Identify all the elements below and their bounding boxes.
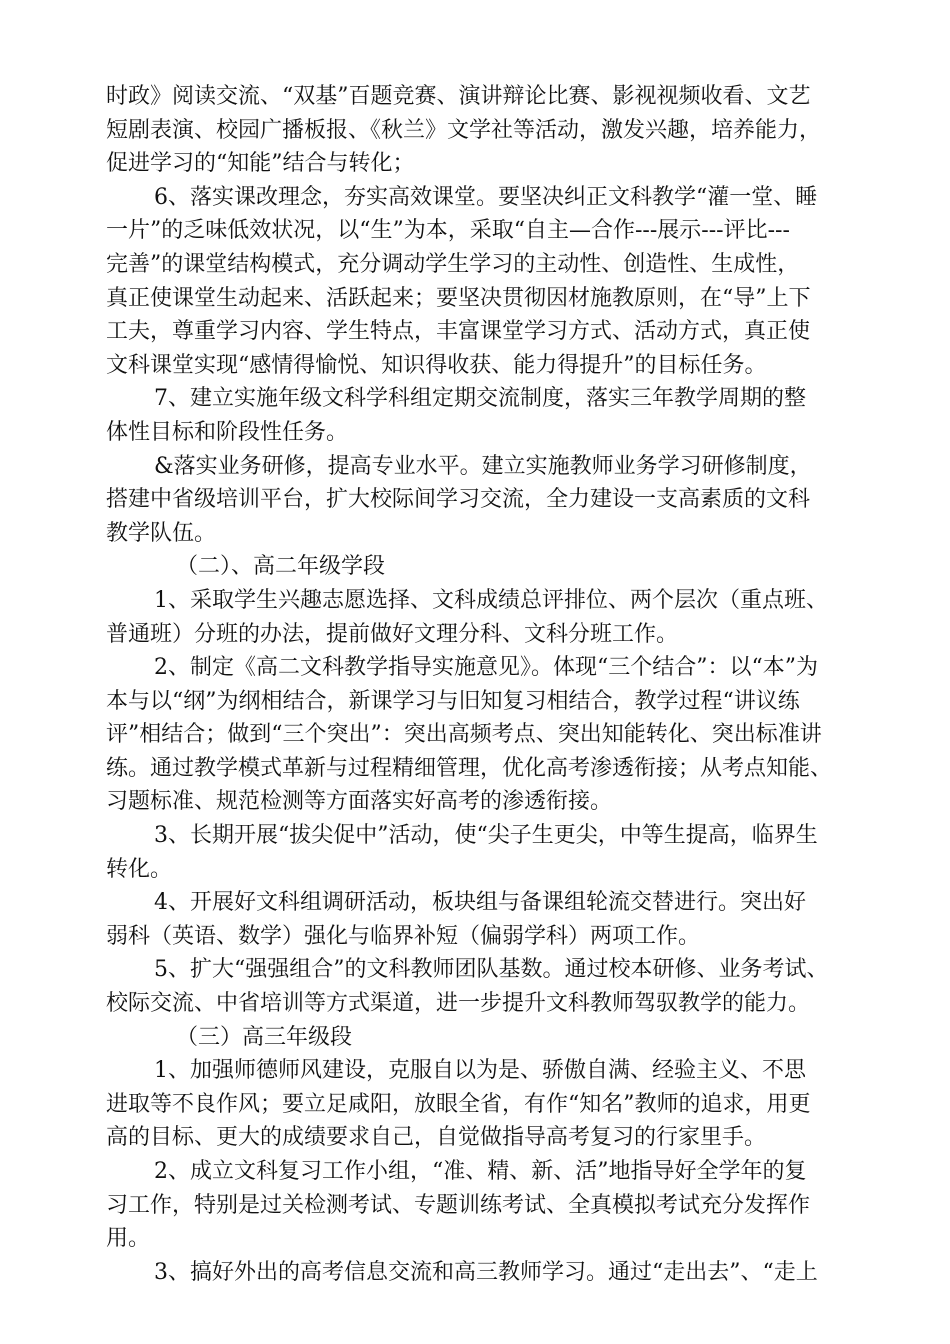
text-line: 评”相结合；做到“三个突出”：突出高频考点、突出知能转化、突出标准讲: [106, 722, 822, 748]
text-line: 练。通过教学模式革新与过程精细管理，优化高考渗透衔接；从考点知能、: [106, 755, 833, 781]
text-line: 搭建中省级培训平台，扩大校际间学习交流，全力建设一支高素质的文科: [106, 487, 811, 513]
section-heading: （二）、高二年级学段: [176, 554, 386, 580]
text-line: 促进学习的“知能”结合与转化；: [106, 151, 415, 177]
text-line: 短剧表演、校园广播板报、《秋兰》文学社等活动，激发兴趣，培养能力，: [106, 117, 822, 143]
paragraph-start: 2、制定《高二文科教学指导实施意见》。体现“三个结合”：以“本”为: [154, 655, 818, 681]
text-line: 高的目标、更大的成绩要求自己，自觉做指导高考复习的行家里手。: [106, 1125, 767, 1151]
text-line: 时政》阅读交流、“双基”百题竞赛、演讲辩论比赛、影视视频收看、文艺: [106, 84, 811, 109]
document-body: [106, 80, 866, 1289]
text-line: 弱科（英语、数学）强化与临界补短（偏弱学科）两项工作。: [106, 923, 701, 949]
paragraph-start: 5、扩大“强强组合”的文科教师团队基数。通过校本研修、业务考试、: [154, 957, 829, 983]
text-line: 习题标准、规范检测等方面落实好高考的渗透衔接。: [106, 789, 613, 815]
text-line: 本与以“纲”为纲相结合，新课学习与旧知复习相结合，教学过程“讲议练: [106, 688, 800, 714]
text-line: 进取等不良作风；要立足咸阳，放眼全省，有作“知名”教师的追求，用更: [106, 1091, 811, 1117]
text-line: 普通班）分班的办法，提前做好文理分科、文科分班工作。: [106, 621, 679, 647]
paragraph-start: 7、建立实施年级文科学科组定期交流制度，落实三年教学周期的整: [154, 386, 806, 412]
text-line: 校际交流、中省培训等方式渠道，进一步提升文科教师驾驭教学的能力。: [106, 991, 811, 1017]
paragraph-start: &落实业务研修，提高专业水平。建立实施教师业务学习研修制度，: [154, 453, 812, 479]
text-line: 用。: [106, 1226, 151, 1252]
text-line: 文科课堂实现“感情得愉悦、知识得收获、能力得提升”的目标任务。: [106, 352, 767, 378]
text-line: 习工作，特别是过关检测考试、专题训练考试、全真模拟考试充分发挥作: [106, 1192, 811, 1218]
paragraph-start: 1、加强师德师风建设，克服自以为是、骄傲自满、经验主义、不思: [154, 1058, 806, 1084]
text-line: 完善”的课堂结构模式，充分调动学生学习的主动性、创造性、生成性，: [106, 251, 800, 277]
text-line: 真正使课堂生动起来、活跃起来；要坚决贯彻因材施教原则，在“导”上下: [106, 285, 811, 311]
paragraph-start: 1、采取学生兴趣志愿选择、文科成绩总评排位、两个层次（重点班、: [154, 587, 828, 613]
paragraph-start: 2、成立文科复习工作小组，“准、精、新、活”地指导好全学年的复: [154, 1159, 807, 1184]
section-heading: （三）高三年级段: [176, 1024, 353, 1050]
text-line: 工夫，尊重学习内容、学生特点，丰富课堂学习方式、活动方式，真正使: [106, 319, 811, 345]
paragraph-start: 6、落实课改理念，夯实高效课堂。要坚决纠正文科教学“灌一堂、睡: [154, 184, 818, 210]
paragraph-start: 4、开展好文科组调研活动，板块组与备课组轮流交替进行。突出好: [154, 890, 806, 916]
text-line: 转化。: [106, 856, 173, 882]
paragraph-start: 3、长期开展“拔尖促中”活动，使“尖子生更尖，中等生提高，临界生: [154, 823, 818, 849]
text-line: 一片”的乏味低效状况，以“生”为本，采取“自主—合作---展示---评比---: [106, 218, 790, 244]
text-line: 体性目标和阶段性任务。: [106, 419, 349, 445]
paragraph-start: 3、搞好外出的高考信息交流和高三教师学习。通过“走出去”、“走上: [154, 1259, 818, 1285]
text-line: 教学队伍。: [106, 520, 217, 546]
